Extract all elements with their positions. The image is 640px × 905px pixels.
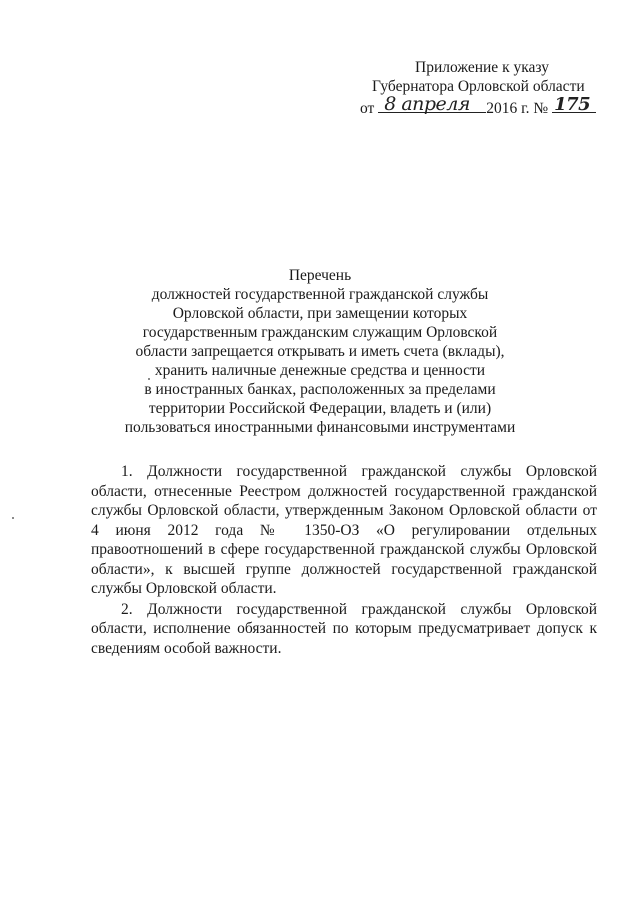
title-line: должностей государственной гражданской службы [151, 286, 489, 303]
handwritten-date: 8 апреля [384, 93, 470, 115]
title-line: области запрещается открывать и иметь счета (вклады), [135, 343, 505, 360]
scan-speck [12, 517, 14, 519]
appendix-date-line [360, 93, 620, 118]
title-line: пользоваться иностранными финансовыми инструментами [124, 419, 516, 436]
title-line: территории Российской Федерации, владеть и (или) [148, 400, 492, 417]
list-item-2: 2. Должности государственной гражданской службы Орловской области, исполнение обязанностей по которым предусматривает допуск к сведениям особой важности. [91, 600, 597, 657]
list-title [120, 266, 520, 437]
title-line: в иностранных банках, расположенных за пределами [144, 381, 496, 398]
handwritten-number: 175 [554, 94, 591, 115]
date-prefix: от [360, 100, 375, 117]
year-number-label: 2016 г. № [486, 100, 549, 117]
appendix-line-2: Губернатора Орловской области [372, 78, 585, 95]
handwritten-number-field [552, 96, 596, 113]
title-line: государственным гражданским служащим Орловской [142, 324, 498, 341]
appendix-header [360, 58, 620, 118]
scan-speck [148, 378, 150, 380]
title-line: хранить наличные денежные средства и ценности [154, 362, 486, 379]
handwritten-date-field [378, 93, 486, 115]
title-heading: Перечень [288, 267, 352, 284]
list-item-1: 1. Должности государственной гражданской службы Орловской области, отнесенные Реестром должностей государственной гражданской службы Орловской области, утвержденным Законом Орловской области от 4 июня 2012 года № 1350-ОЗ «О регулировании отдельных правоотношений в сфере государственной гражданской службы Орловской области», к высшей группе должностей государственной гражданской службы Орловской области. [91, 463, 597, 597]
document-body [91, 462, 597, 659]
title-line: Орловской области, при замещении которых [172, 305, 468, 322]
appendix-line-1: Приложение к указу [415, 59, 549, 76]
